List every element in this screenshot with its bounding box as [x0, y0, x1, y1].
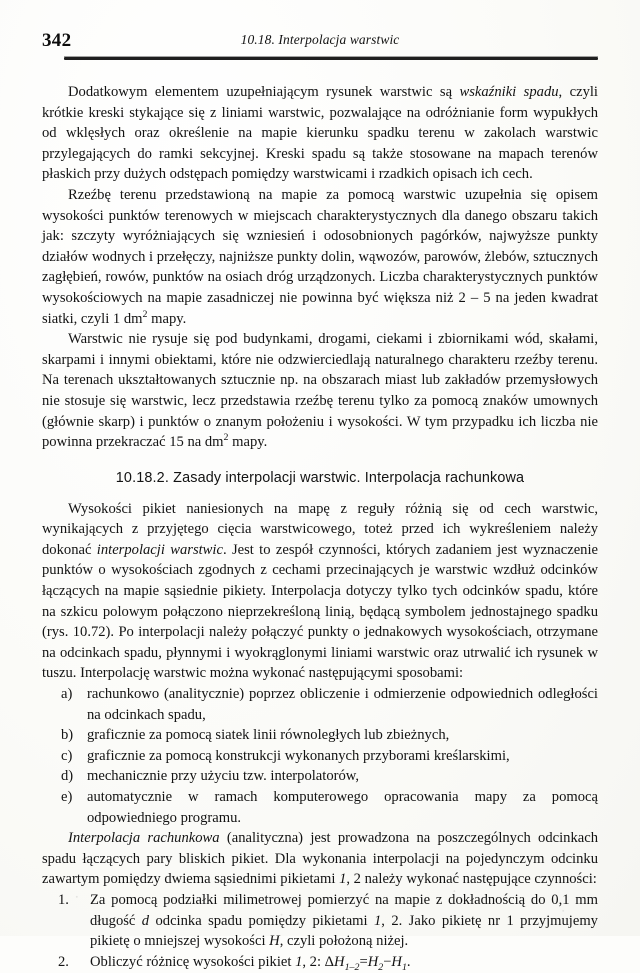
list-marker: d) [61, 768, 74, 785]
page-number: 342 [42, 30, 72, 51]
paragraph-2 [42, 185, 598, 329]
paragraph-1-part-a: Dodatkowym elementem uzupełniającym rysunek warstwic są [68, 84, 460, 100]
header-rule [64, 57, 598, 60]
list-item-text-b: , 2: [302, 953, 325, 970]
paragraph-3-part-b: mapy. [228, 434, 268, 451]
list-marker: 1. [58, 891, 69, 908]
formula-minus: − [383, 953, 392, 970]
running-header [42, 30, 598, 64]
list-item [42, 952, 598, 973]
formula-equals: = [359, 953, 368, 970]
list-item-text-b: odcinka spadu pomiędzy pikietami [149, 912, 374, 929]
body-text [42, 82, 598, 972]
list-item [42, 787, 598, 828]
list-item [42, 766, 598, 787]
formula-h1: H [334, 953, 345, 970]
paragraph-4-emphasis: interpolacji warstwic [96, 541, 223, 558]
list-marker: c) [61, 747, 73, 764]
list-item [42, 746, 598, 767]
list-item-text: automatycznie w ramach komputerowego opracowania mapy za pomocą odpowiedniego programu. [87, 789, 598, 826]
paragraph-5-var: 1 [339, 871, 347, 888]
list-marker: e) [61, 789, 73, 805]
paragraph-3-superscript: 2 [223, 432, 229, 444]
header-title: 10.18. Interpolacja warstwic [240, 32, 400, 47]
section-heading: 10.18.2. Zasady interpolacji warstwic. Interpolacja rachunkowa [115, 469, 525, 486]
list-marker: 2. [58, 953, 69, 970]
list-item-text-c: , 2. Jako pikietę nr 1 przyjmujemy pikietę o mniejszej wysokości [90, 912, 598, 950]
list-item-text: rachunkowo (analitycznie) poprzez obliczenie i odmierzenie odpowiednich odległości na odcinkach spadu, [87, 686, 598, 723]
paragraph-4 [42, 499, 598, 684]
variable-d: d [141, 912, 150, 929]
variable-picket-1: 1 [295, 953, 303, 970]
paragraph-4-part-a: Wysokości pikiet naniesionych na mapę z reguły różnią się od cech warstwic, wynikających z przyjętego cięcia warstwicowego, toteż przed ich wykreśleniem należy dokonać [42, 500, 598, 558]
list-item-text: graficznie za pomocą siatek linii równoległych lub zbieżnych, [87, 727, 450, 744]
list-item-text-d: , czyli położoną niżej. [279, 933, 409, 950]
list-item [42, 684, 598, 725]
list-marker: b) [61, 727, 74, 744]
formula-h2: H [367, 953, 379, 970]
variable-h: H [269, 933, 280, 950]
list-item-text: mechanicznie przy użyciu tzw. interpolatorów, [87, 768, 360, 785]
formula-period: . [406, 953, 411, 970]
paragraph-3-part-a: Warstwic nie rysuje się pod budynkami, drogami, ciekami i zbiornikami wód, skałami, skarpami i innymi obiektami, które nie odzwierciedlają naturalnego charakteru rzeźby terenu. Na terenach ukształtowanych sztucznie np. na obszarach miast lub zakładów przemysłowych nie stosuje się warstwic, lecz przedstawia rzeźbę terenu tylko za pomocą znaków umownych (głównie skarp) i punktów o znanym położeniu i wysokości. W tym przypadku ich liczba nie powinna przekraczać 15 na dm [42, 331, 598, 451]
paragraph-1-part-b: , czyli krótkie kreski stykające się z liniami warstwic, pozwalające na odróżnianie form wypukłych od wklęsłych oraz określenie na mapie kierunku spadku terenu w zakolach warstwic przylegających do ramki sekcyjnej. Kreski spadu są także stosowane na mapach terenów płaskich przy dużych odstępach pomiędzy warstwicami i rzadkich opisach ich cech. [42, 84, 598, 183]
delta-symbol: Δ [324, 953, 335, 970]
lettered-list [42, 684, 598, 828]
formula-subscript-2: 2 [378, 961, 384, 973]
paragraph-1 [42, 82, 598, 185]
height-difference-formula [324, 953, 411, 973]
paragraph-5-part-a: (analityczna) jest prowadzona na poszczególnych odcinkach spadu łączących pary bliskich pikiet. Dla wykonania interpolacji na pojedynczym odcinku zawartym pomiędzy dwiema sąsiednimi pikietami [42, 830, 599, 888]
paragraph-5 [42, 828, 598, 890]
list-item [42, 890, 598, 952]
formula-subscript-1: 1 [401, 961, 407, 973]
formula-h3: H [391, 953, 402, 970]
formula-subscript-1-2: 1–2 [344, 961, 360, 973]
list-item-text-a: Za pomocą podziałki milimetrowej pomierzyć na mapie z dokładnością do 0,1 mm długość [90, 891, 598, 929]
list-item-text: graficznie za pomocą konstrukcji wykonanych przyborami kreślarskimi, [87, 747, 510, 764]
variable-picket-1: 1 [373, 912, 382, 929]
numbered-list [42, 890, 598, 972]
paragraph-3 [42, 329, 598, 453]
list-marker: a) [61, 686, 73, 703]
paragraph-5-emphasis: Interpolacja rachunkowa [68, 830, 220, 847]
paragraph-2-part-b: mapy. [147, 310, 187, 327]
paragraph-2-part-a: Rzeźbę terenu przedstawioną na mapie za pomocą warstwic uzupełnia się opisem wysokości punktów terenowych w miejscach charakterystycznych dla danego obszaru takich jak: szczyty wyróżniających się wzniesień i odosobnionych pagórków, najwyższe punkty działów wodnych i przełęczy, najniższe punkty dolin, wąwozów, parowów, żlebów, sztucznych zagłębień, rowów, punktów na osiach dróg urządzonych. Liczba charakterystycznych punktów wysokościowych na mapie zasadniczej nie powinna być większa niż 2 – 5 na jeden kwadrat siatki, czyli 1 dm [42, 186, 598, 327]
list-item-text-a: Obliczyć różnicę wysokości pikiet [90, 953, 296, 970]
paragraph-4-part-b: . Jest to zespół czynności, których zadaniem jest wyznaczenie punktów o wysokościach zgodnych z cechami przecinających je warstwic wzdłuż odcinków łączących na mapie sąsiednie pikiety. Interpolacja dotyczy tylko tych odcinków spadu, które na szkicu polowym połączono nieprzekreśloną linią, będącą symbolem jednostajnego spadku (rys. 10.72). Po interpolacji należy połączyć punkty o jednakowych wysokościach, otrzymane na odcinkach spadu, płynnymi i wyokrąglonymi liniami warstwic oraz utrwalić ich rysunek w tuszu. Interpolację warstwic można wykonać następującymi sposobami: [42, 541, 599, 682]
paragraph-5-part-b: , 2 należy wykonać następujące czynności: [346, 871, 597, 888]
paragraph-1-emphasis: wskaźniki spadu [459, 84, 559, 100]
paragraph-2-superscript: 2 [142, 308, 148, 320]
list-item [42, 725, 598, 746]
